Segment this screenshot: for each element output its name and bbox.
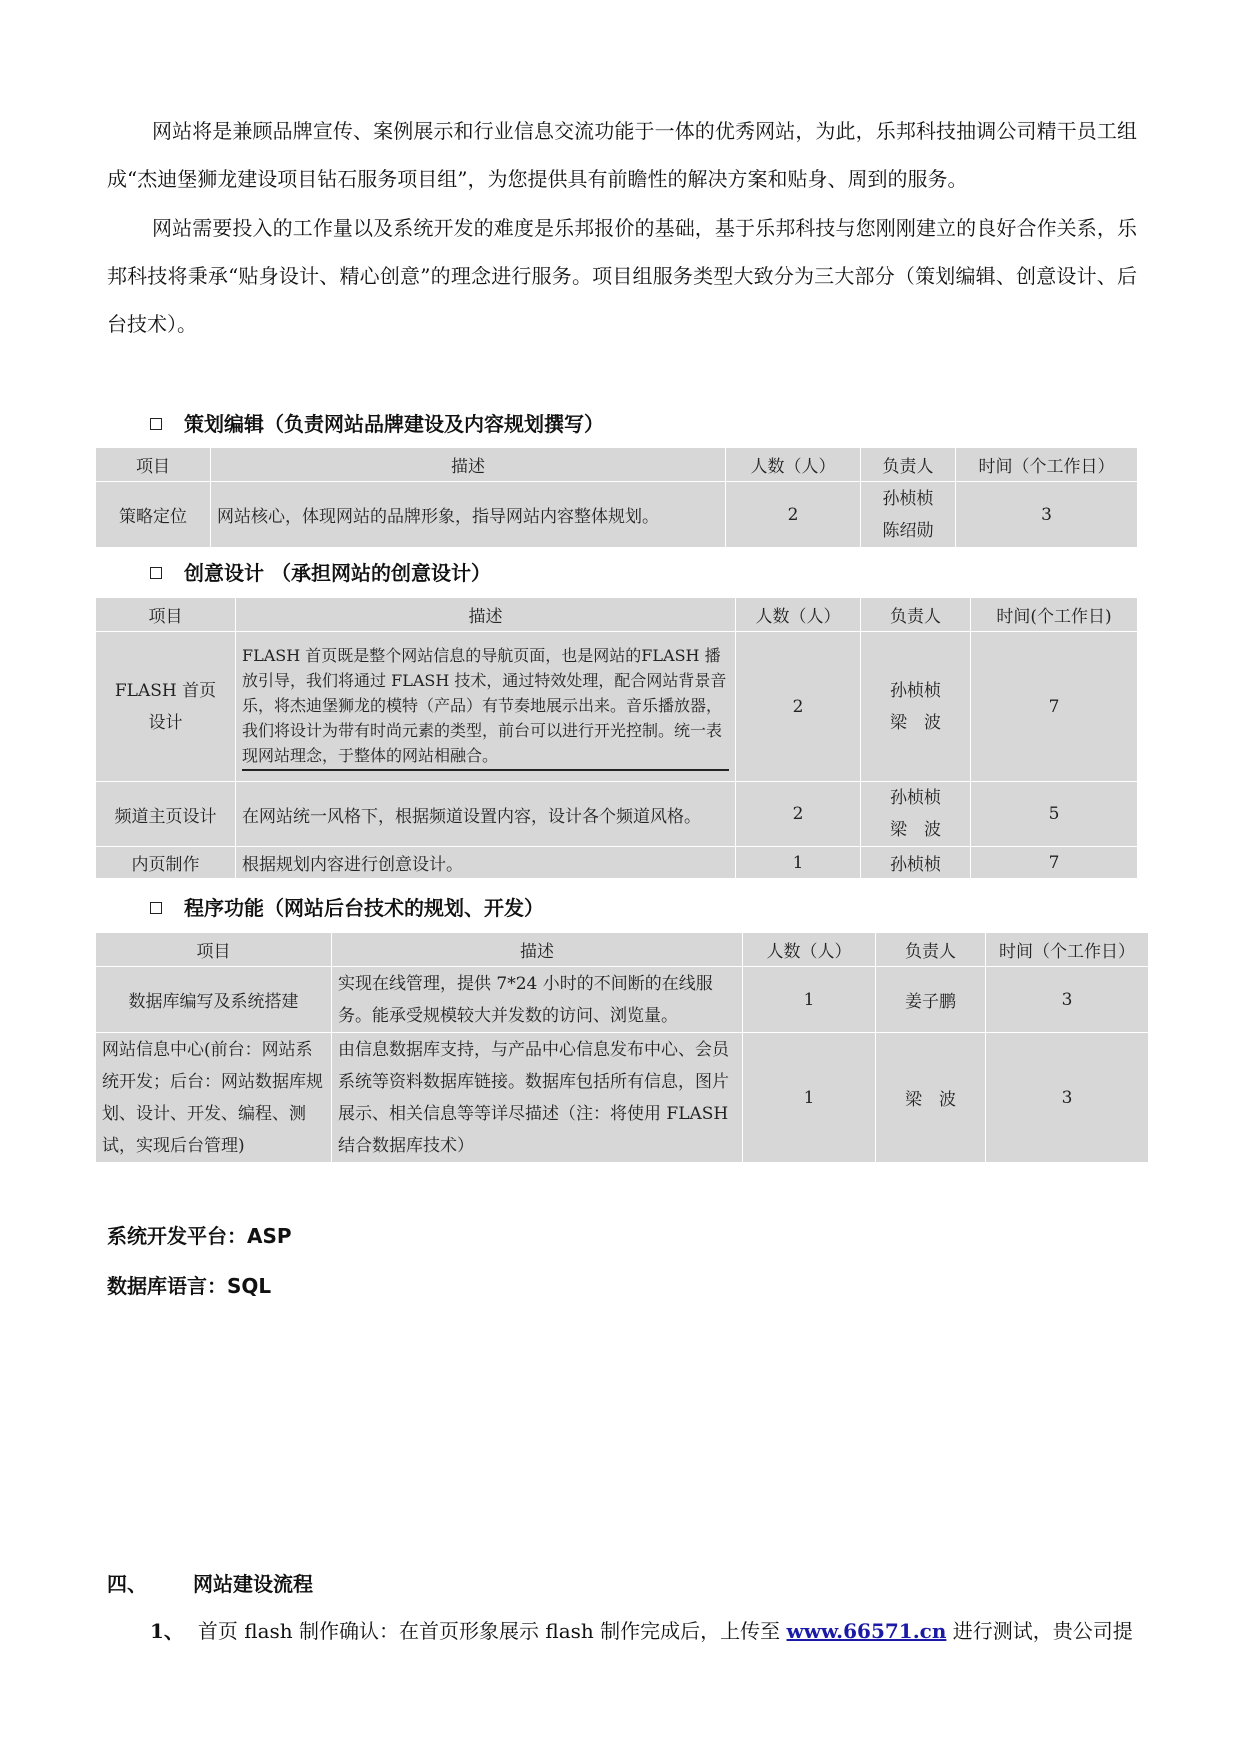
platform-line: 系统开发平台：ASP <box>107 1224 292 1248</box>
step-1: 1、 首页 flash 制作确认：在首页形象展示 flash 制作完成后，上传至 www.66571.cn 进行测试，贵公司提 <box>150 1619 1133 1643</box>
intro-paragraph-1: 网站将是兼顾品牌宣传、案例展示和行业信息交流功能于一体的优秀网站，为此，乐邦科技抽调公司精干员工组成“杰迪堡狮龙建设项目钻石服务项目组”，为您提供具有前瞻性的解决方案和贴身、周到的服务。 <box>107 119 1137 191</box>
table-header-row: 项目 描述 人数（人） 负责人 时间（个工作日） <box>96 933 1149 967</box>
table-header-row <box>96 448 1138 482</box>
header-item: 项目 <box>96 448 211 482</box>
table-row: 内页制作 根据规划内容进行创意设计。 1 孙桢桢 7 <box>96 847 1138 879</box>
table-row: 网站信息中心(前台：网站系统开发；后台：网站数据库规划、设计、开发、编程、测试，实现后台管理) 由信息数据库支持，与产品中心信息发布中心、会员系统等资料数据库链接。数据库包括所有信息，图片展示、相关信息等等详尽描述（注：将使用 FLASH 结合数据库技术） 1 梁 波 3 <box>96 1033 1149 1163</box>
checkbox-icon <box>150 567 162 579</box>
table-row: 频道主页设计 在网站统一风格下，根据频道设置内容，设计各个频道风格。 2 孙桢桢 梁 波 5 <box>96 782 1138 847</box>
checkbox-icon <box>150 418 162 430</box>
program-table <box>95 932 1149 1163</box>
header-count: 人数（人） <box>726 448 861 482</box>
header-days: 时间（个工作日） <box>956 448 1138 482</box>
header-owner: 负责人 <box>861 448 956 482</box>
header-desc: 描述 <box>211 448 726 482</box>
section-heading-planning: 策划编辑（负责网站品牌建设及内容规划撰写） <box>150 408 604 437</box>
site-link[interactable]: www.66571.cn <box>786 1619 947 1643</box>
table-row: FLASH 首页 设计 FLASH 首页既是整个网站信息的导航页面，也是网站的FLASH 播放引导，我们将通过 FLASH 技术，通过特效处理，配合网站背景音乐，将杰迪堡狮龙的模特（产品）有节奏地展示出来。音乐播放器，我们将设计为带有时尚元素的类型，前台可以进行开光控制。统一表现网站理念，于整体的网站相融合。 2 孙桢桢 梁 波 7 <box>96 632 1138 782</box>
db-language-line: 数据库语言：SQL <box>107 1274 272 1298</box>
planning-table <box>95 447 1138 548</box>
chapter-heading: 四、 网站建设流程 <box>107 1572 313 1596</box>
checkbox-icon <box>150 902 162 914</box>
intro-paragraph-2: 网站需要投入的工作量以及系统开发的难度是乐邦报价的基础，基于乐邦科技与您刚刚建立的良好合作关系，乐邦科技将秉承“贴身设计、精心创意”的理念进行服务。项目组服务类型大致分为三大部分（策划编辑、创意设计、后台技术）。 <box>107 216 1137 336</box>
table-row: 数据库编写及系统搭建 实现在线管理，提供 7*24 小时的不间断的在线服务。能承受规模较大并发数的访问、浏览量。 1 姜子鹏 3 <box>96 967 1149 1033</box>
table-header-row: 项目 描述 人数（人） 负责人 时间(个工作日) <box>96 598 1138 632</box>
section-heading-creative: 创意设计 （承担网站的创意设计） <box>150 557 491 586</box>
section-heading-program: 程序功能（网站后台技术的规划、开发） <box>150 892 544 921</box>
table-row: 策略定位 网站核心，体现网站的品牌形象，指导网站内容整体规划。 2 孙桢桢 陈绍勋 3 <box>96 482 1138 548</box>
creative-table <box>95 597 1138 879</box>
